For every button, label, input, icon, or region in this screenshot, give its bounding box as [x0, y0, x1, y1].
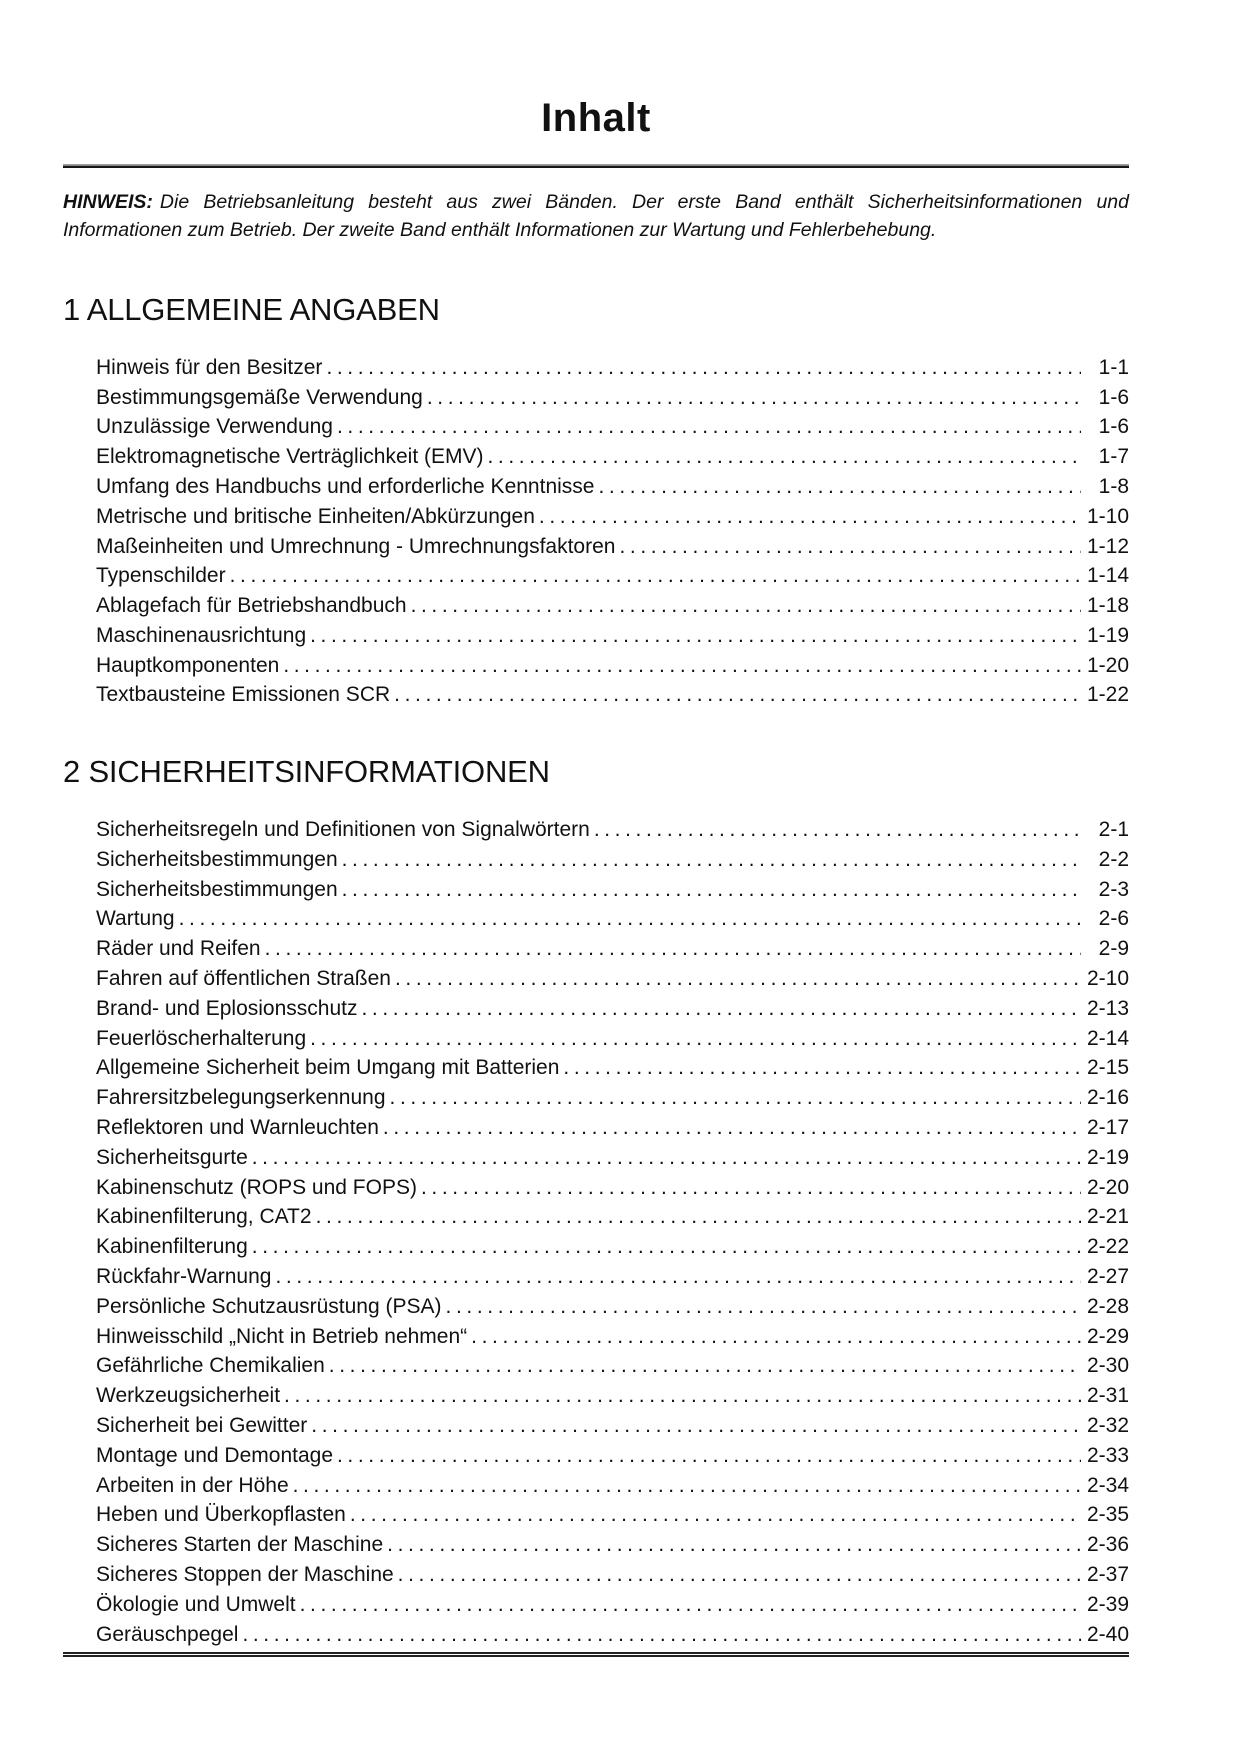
toc-row	[96, 1381, 1129, 1411]
toc-entry-title: Metrische und britische Einheiten/Abkürzungen	[96, 504, 535, 528]
dot-leader	[329, 1351, 1081, 1381]
dot-leader	[427, 383, 1081, 413]
toc-row	[96, 1173, 1129, 1203]
dot-leader	[293, 1471, 1081, 1501]
toc-row	[96, 502, 1129, 532]
dot-leader	[342, 875, 1081, 905]
toc-row	[96, 353, 1129, 383]
toc-entry-title: Bestimmungsgemäße Verwendung	[96, 385, 423, 409]
toc-row	[96, 1232, 1129, 1262]
dot-leader	[539, 502, 1081, 532]
top-divider	[63, 164, 1129, 168]
dot-leader	[179, 904, 1081, 934]
toc-row	[96, 1113, 1129, 1143]
toc-entry-page: 2-32	[1086, 1413, 1129, 1437]
toc-entry-title: Kabinenfilterung, CAT2	[96, 1205, 312, 1229]
dot-leader	[284, 1381, 1081, 1411]
toc-entry-page: 1-6	[1098, 385, 1129, 409]
toc-row	[96, 1441, 1129, 1471]
dot-leader	[395, 964, 1081, 994]
toc-entry-title: Hauptkomponenten	[96, 653, 280, 677]
toc-entry-title: Persönliche Schutzausrüstung (PSA)	[96, 1294, 442, 1318]
toc-entry-page: 2-9	[1098, 937, 1129, 961]
toc-entry-page: 2-33	[1086, 1443, 1129, 1467]
dot-leader	[252, 1232, 1081, 1262]
toc-row	[96, 442, 1129, 472]
dot-leader	[594, 815, 1081, 845]
toc-entry-title: Hinweisschild „Nicht in Betrieb nehmen“	[96, 1324, 468, 1348]
dot-leader	[446, 1292, 1081, 1322]
toc-entry-page: 2-3	[1098, 877, 1129, 901]
toc-entry-title: Elektromagnetische Verträglichkeit (EMV)	[96, 445, 484, 469]
toc-entry-page: 1-12	[1086, 534, 1129, 558]
toc-row	[96, 1500, 1129, 1530]
toc-entry-page: 2-29	[1086, 1324, 1129, 1348]
toc-entry-title: Ablagefach für Betriebshandbuch	[96, 594, 407, 618]
toc-entry-title: Textbausteine Emissionen SCR	[96, 683, 391, 707]
toc-row	[96, 934, 1129, 964]
toc-entry-page: 2-27	[1086, 1264, 1129, 1288]
toc-entry-page: 1-22	[1086, 683, 1129, 707]
toc-entry-title: Sicherheitsregeln und Definitionen von Signalwörtern	[96, 818, 590, 841]
toc-entry-title: Typenschilder	[96, 564, 226, 588]
toc-entry-title: Maschinenausrichtung	[96, 623, 307, 647]
toc-entry-page: 2-28	[1086, 1294, 1129, 1318]
toc-section-1	[63, 292, 1129, 710]
toc-row	[96, 815, 1129, 845]
dot-leader	[242, 1620, 1081, 1650]
table-of-contents	[63, 292, 1129, 1649]
toc-entry-title: Hinweis für den Besitzer	[96, 355, 323, 379]
toc-row	[96, 1471, 1129, 1501]
toc-entry-page: 1-18	[1086, 594, 1129, 618]
toc-entry-page: 1-10	[1086, 504, 1129, 528]
dot-leader	[471, 1322, 1081, 1352]
dot-leader	[337, 1441, 1081, 1471]
dot-leader	[563, 1053, 1081, 1083]
dot-leader	[362, 994, 1082, 1024]
dot-leader	[283, 651, 1081, 681]
toc-entry-page: 1-14	[1086, 564, 1129, 588]
toc-entry-title: Umfang des Handbuchs und erforderliche Kenntnisse	[96, 474, 595, 498]
toc-entry-title: Ökologie und Umwelt	[96, 1592, 296, 1616]
toc-row	[96, 591, 1129, 621]
dot-leader	[316, 1202, 1081, 1232]
toc-row	[96, 472, 1129, 502]
toc-entry-title: Fahren auf öffentlichen Straßen	[96, 966, 391, 990]
toc-entry-title: Gefährliche Chemikalien	[96, 1354, 325, 1378]
toc-entry-title: Sicherheitsbestimmungen	[96, 847, 338, 871]
note-text: Die Betriebsanleitung besteht aus zwei Bänden. Der erste Band enthält Sicherheitsinformationen und Informationen zum Betrieb. Der zweite Band enthält Informationen zur Wartung und Fehlerbehebung.	[63, 191, 1129, 241]
page-content	[63, 0, 1129, 1649]
toc-entry-page: 2-22	[1086, 1235, 1129, 1259]
toc-row	[96, 1143, 1129, 1173]
toc-entry-page: 2-35	[1086, 1503, 1129, 1527]
note-label: HINWEIS:	[63, 191, 153, 213]
toc-entry-title: Feuerlöscherhalterung	[96, 1026, 307, 1050]
toc-row	[96, 1053, 1129, 1083]
toc-entry-page: 2-16	[1086, 1086, 1129, 1110]
dot-leader	[598, 472, 1081, 502]
toc-row	[96, 680, 1129, 710]
toc-entry-title: Maßeinheiten und Umrechnung - Umrechnungsfaktoren	[96, 534, 616, 558]
dot-leader	[411, 591, 1081, 621]
toc-entry-page: 2-2	[1098, 847, 1129, 871]
toc-row	[96, 1262, 1129, 1292]
toc-row	[96, 532, 1129, 562]
dot-leader	[394, 680, 1081, 710]
toc-entry-page: 1-7	[1098, 445, 1129, 469]
dot-leader	[337, 412, 1081, 442]
toc-entry-title: Wartung	[96, 907, 175, 931]
toc-row	[96, 651, 1129, 681]
toc-entry-page: 1-19	[1086, 623, 1129, 647]
toc-entry-title: Brand- und Eplosionsschutz	[96, 996, 358, 1020]
dot-leader	[350, 1500, 1081, 1530]
toc-entry-page: 2-37	[1086, 1562, 1129, 1586]
toc-entry-page: 2-19	[1086, 1145, 1129, 1169]
dot-leader	[398, 1560, 1081, 1590]
toc-entry-page: 1-1	[1098, 355, 1129, 379]
toc-entry-page: 2-21	[1086, 1205, 1129, 1229]
toc-row	[96, 1202, 1129, 1232]
section-heading: 1 ALLGEMEINE ANGABEN	[63, 292, 440, 327]
toc-entry-page: 2-39	[1086, 1592, 1129, 1616]
dot-leader	[275, 1262, 1081, 1292]
toc-entry-page: 1-6	[1098, 415, 1129, 439]
dot-leader	[310, 1024, 1081, 1054]
dot-leader	[230, 561, 1081, 591]
toc-row	[96, 1083, 1129, 1113]
dot-leader	[326, 353, 1081, 383]
toc-entry-title: Allgemeine Sicherheit beim Umgang mit Batterien	[96, 1056, 560, 1080]
toc-row	[96, 1024, 1129, 1054]
toc-entry-page: 2-40	[1086, 1622, 1129, 1646]
toc-entry-page: 2-10	[1086, 966, 1129, 990]
toc-entry-title: Sicherheit bei Gewitter	[96, 1413, 308, 1437]
toc-entry-title: Sicheres Starten der Maschine	[96, 1533, 384, 1557]
toc-row	[96, 621, 1129, 651]
toc-row	[96, 412, 1129, 442]
dot-leader	[252, 1143, 1081, 1173]
toc-entry-page: 2-17	[1086, 1115, 1129, 1139]
toc-section-2	[63, 754, 1129, 1649]
dot-leader	[265, 934, 1081, 964]
toc-entry-title: Heben und Überkopflasten	[96, 1503, 346, 1527]
toc-entry-page: 2-20	[1086, 1175, 1129, 1199]
toc-row	[96, 561, 1129, 591]
toc-entry-page: 1-20	[1086, 653, 1129, 677]
dot-leader	[421, 1173, 1081, 1203]
toc-entry-title: Arbeiten in der Höhe	[96, 1473, 289, 1497]
toc-entry-title: Sicheres Stoppen der Maschine	[96, 1562, 394, 1586]
toc-row	[96, 383, 1129, 413]
dot-leader	[383, 1113, 1081, 1143]
section-heading: 2 SICHERHEITSINFORMATIONEN	[63, 754, 550, 790]
dot-leader	[390, 1083, 1081, 1113]
note-paragraph	[63, 189, 1129, 244]
toc-row	[96, 845, 1129, 875]
toc-entry-page: 2-14	[1086, 1026, 1129, 1050]
toc-entry-title: Reflektoren und Warnleuchten	[96, 1115, 379, 1139]
toc-entry-page: 2-1	[1098, 818, 1129, 841]
toc-row	[96, 1351, 1129, 1381]
toc-entry-title: Sicherheitsbestimmungen	[96, 877, 338, 901]
toc-entry-page: 1-8	[1098, 474, 1129, 498]
dot-leader	[300, 1590, 1081, 1620]
toc-entry-title: Montage und Demontage	[96, 1443, 333, 1467]
toc-entry-title: Fahrersitzbelegungserkennung	[96, 1086, 386, 1110]
toc-row	[96, 994, 1129, 1024]
toc-row	[96, 875, 1129, 905]
toc-entry-title: Kabinenschutz (ROPS und FOPS)	[96, 1175, 417, 1199]
dot-leader	[488, 442, 1082, 472]
toc-entry-page: 2-6	[1098, 907, 1129, 931]
toc-entry-page: 2-13	[1086, 996, 1129, 1020]
dot-leader	[387, 1530, 1081, 1560]
page-title: Inhalt	[541, 96, 651, 140]
toc-entry-page: 2-34	[1086, 1473, 1129, 1497]
toc-entry-title: Kabinenfilterung	[96, 1235, 248, 1259]
toc-row	[96, 1560, 1129, 1590]
dot-leader	[619, 532, 1081, 562]
toc-entry-title: Sicherheitsgurte	[96, 1145, 248, 1169]
toc-entries	[63, 353, 1129, 711]
toc-entry-title: Geräuschpegel	[96, 1622, 239, 1646]
toc-entry-page: 2-30	[1086, 1354, 1129, 1378]
toc-row	[96, 1292, 1129, 1322]
toc-row	[96, 1590, 1129, 1620]
toc-entry-page: 2-36	[1086, 1533, 1129, 1557]
toc-entry-title: Unzulässige Verwendung	[96, 415, 333, 439]
toc-entry-title: Rückfahr-Warnung	[96, 1264, 272, 1288]
toc-row	[96, 1530, 1129, 1560]
toc-entry-page: 2-31	[1086, 1384, 1129, 1408]
toc-row	[96, 1411, 1129, 1441]
dot-leader	[310, 621, 1081, 651]
toc-entry-page: 2-15	[1086, 1056, 1129, 1080]
toc-row	[96, 964, 1129, 994]
toc-entry-title: Werkzeugsicherheit	[96, 1384, 281, 1408]
toc-row	[96, 904, 1129, 934]
toc-entry-title: Räder und Reifen	[96, 937, 261, 961]
toc-row	[96, 1620, 1129, 1650]
dot-leader	[311, 1411, 1081, 1441]
dot-leader	[342, 845, 1081, 875]
toc-entries	[63, 815, 1129, 1649]
bottom-divider	[63, 1652, 1129, 1657]
toc-row	[96, 1322, 1129, 1352]
